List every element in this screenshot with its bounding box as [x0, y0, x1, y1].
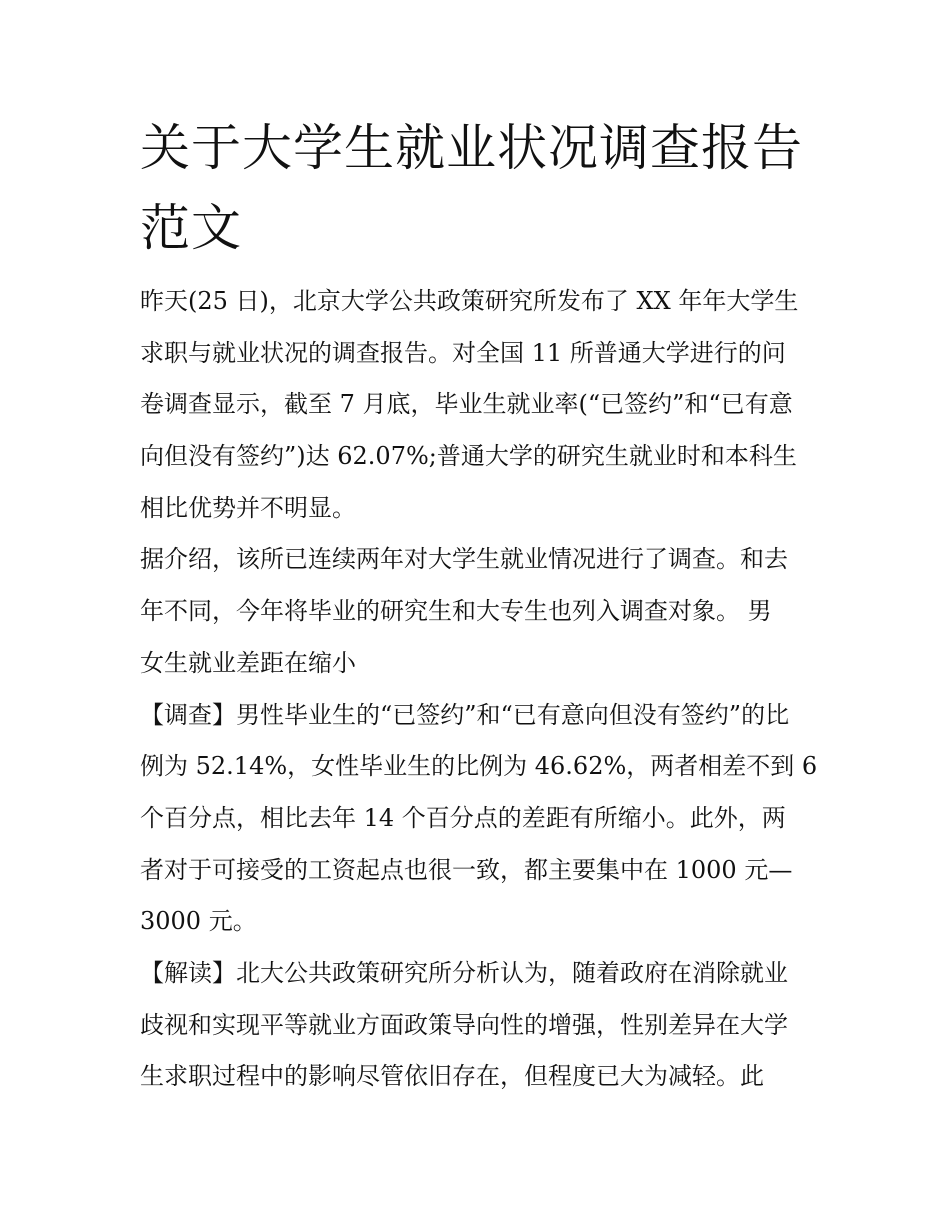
- document-title: [140, 108, 820, 268]
- body-line: 【解读】北大公共政策研究所分析认为，随着政府在消除就业: [140, 958, 788, 987]
- body-line: 个百分点，相比去年 14 个百分点的差距有所缩小。此外，两: [140, 803, 786, 832]
- body-line: 生求职过程中的影响尽管依旧存在，但程度已大为减轻。此: [140, 1062, 764, 1091]
- body-line: 女生就业差距在缩小: [140, 648, 356, 677]
- body-line: 求职与就业状况的调查报告。对全国 11 所普通大学进行的问: [140, 338, 786, 367]
- body-line: 歧视和实现平等就业方面政策导向性的增强，性别差异在大学: [140, 1010, 788, 1039]
- body-line: 【调查】男性毕业生的“已签约”和“已有意向但没有签约”的比: [140, 700, 790, 729]
- body-line: 年不同，今年将毕业的研究生和大专生也列入调查对象。 男: [140, 597, 772, 626]
- body-line: 据介绍，该所已连续两年对大学生就业情况进行了调查。和去: [140, 545, 788, 574]
- body-line: 卷调查显示，截至 7 月底，毕业生就业率(“已签约”和“已有意: [140, 390, 793, 419]
- body-line: 3000 元。: [140, 907, 257, 936]
- body-line: 向但没有签约”)达 62.07%;普通大学的研究生就业时和本科生: [140, 442, 797, 471]
- document-body: [140, 276, 820, 1103]
- title-line: 关于大学生就业状况调查报告: [140, 119, 803, 177]
- body-line: 例为 52.14%，女性毕业生的比例为 46.62%，两者相差不到 6: [140, 752, 818, 781]
- body-line: 昨天(25 日)，北京大学公共政策研究所发布了 XX 年年大学生: [140, 287, 799, 315]
- body-line: 者对于可接受的工资起点也很一致，都主要集中在 1000 元—: [140, 855, 793, 884]
- body-line: 相比优势并不明显。: [140, 493, 356, 522]
- title-line: 范文: [140, 199, 242, 257]
